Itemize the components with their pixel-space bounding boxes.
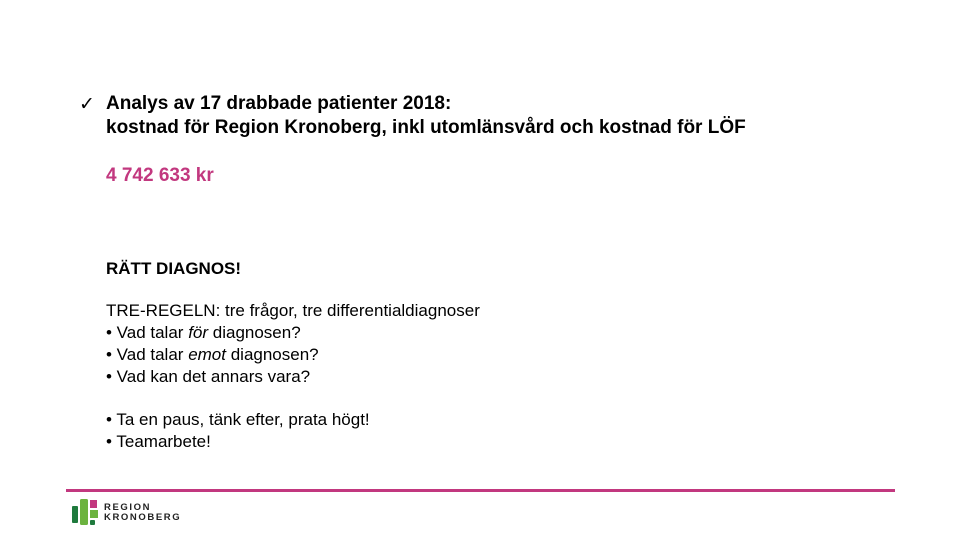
diagnosis-title: RÄTT DIAGNOS!: [106, 259, 242, 278]
heading-line-2: kostnad för Region Kronoberg, inkl utomlänsvård och kostnad för LÖF: [106, 117, 746, 138]
check-icon: ✓: [79, 93, 95, 115]
tips-block: [106, 409, 370, 453]
list-item: • Teamarbete!: [106, 432, 211, 451]
bullet-text: • Vad talar: [106, 323, 189, 342]
bullet-text: diagnosen?: [225, 345, 319, 364]
emphasis-text: för: [188, 323, 209, 342]
logo-line-1: REGION: [104, 502, 152, 513]
list-item: • Vad kan det annars vara?: [106, 367, 311, 386]
logo-line-2: KRONOBERG: [104, 512, 182, 523]
list-item: [106, 322, 480, 344]
tre-regeln-intro: TRE-REGELN: tre frågor, tre differentialdiagnoser: [106, 301, 480, 320]
tre-regeln-block: [106, 300, 480, 388]
logo-wordmark: [104, 503, 181, 523]
bullet-text: • Vad talar: [106, 345, 189, 364]
region-kronoberg-logo-icon: [72, 497, 100, 527]
list-item: • Ta en paus, tänk efter, prata högt!: [106, 410, 370, 429]
slide-heading: [106, 92, 746, 140]
cost-amount: 4 742 633 kr: [106, 165, 214, 186]
bullet-text: diagnosen?: [208, 323, 301, 342]
emphasis-text: emot: [188, 345, 226, 364]
list-item: [106, 344, 480, 366]
heading-line-1: Analys av 17 drabbade patienter 2018:: [106, 93, 452, 114]
footer-divider: [66, 489, 895, 492]
